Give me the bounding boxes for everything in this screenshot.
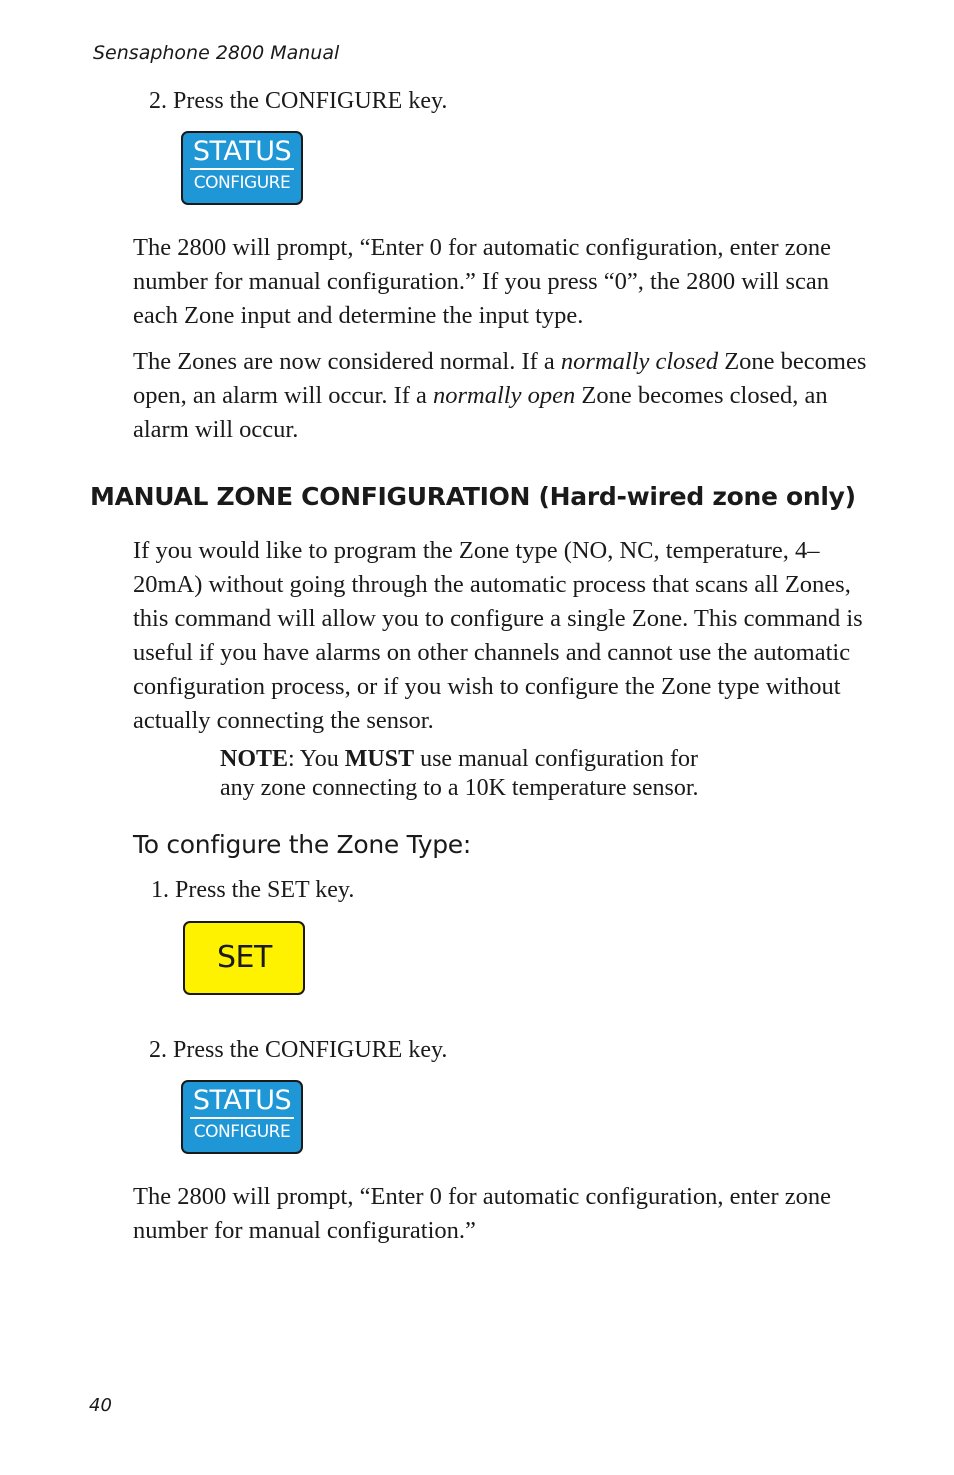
note-block [220,745,820,803]
text-part: use manual configuration for [414,746,698,772]
key-divider [190,168,294,170]
subheading: To configure the Zone Type: [133,830,471,859]
key-configure-label: CONFIGURE [193,173,291,193]
text-part: : You [288,746,345,772]
emphasis-normally-open: normally open [433,382,576,409]
step-press-set: 1. Press the SET key. [151,877,355,903]
auto-config-text: The 2800 will prompt, “Enter 0 for automatic configuration, enter zone number for manual configuration.” If you press “0”, the 2800 will scan each Zone input and determine the input type. [133,234,832,329]
note-line-2: any zone connecting to a 10K temperature sensor. [220,775,699,801]
key-status-label: STATUS [192,1085,292,1116]
prompt-text: The 2800 will prompt, “Enter 0 for automatic configuration, enter zone number for manual configuration.” [133,1183,832,1244]
emphasis-normally-closed: normally closed [560,348,719,375]
section-heading: MANUAL ZONE CONFIGURATION (Hard-wired zone only) [90,482,856,511]
text-part: Zone becomes closed, an alarm will occur. [133,382,828,443]
zones-normal-paragraph [133,345,873,447]
step-press-configure-2: 2. Press the CONFIGURE key. [149,1037,448,1063]
status-configure-key-2 [181,1080,303,1154]
key-configure-label: CONFIGURE [193,1122,291,1142]
status-configure-key [181,131,303,205]
note-must: MUST [344,746,415,772]
manual-config-text: If you would like to program the Zone type (NO, NC, temperature, 4–20mA) without going through the automatic process that scans all Zones, this command will allow you to configure a single Zone. This command is useful if you have alarms on other channels and cannot use the automatic configuration process, or if you wish to configure the Zone type without actually connecting the sensor. [133,537,863,734]
key-status-label: STATUS [192,136,292,167]
key-divider [190,1117,294,1119]
manual-config-paragraph [133,534,868,738]
prompt-paragraph [133,1180,873,1248]
text-part: Zone becomes open, an alarm will occur. If a [133,348,867,409]
running-header: Sensaphone 2800 Manual [93,42,340,64]
note-label: NOTE [220,746,289,772]
step-press-configure: 2. Press the CONFIGURE key. [149,88,448,114]
page-number: 40 [89,1395,112,1416]
auto-config-paragraph [133,231,873,333]
note-line-1 [220,745,820,774]
set-key: SET [183,921,305,995]
text-part: The Zones are now considered normal. If a [133,348,561,375]
zones-normal-text [133,345,873,447]
